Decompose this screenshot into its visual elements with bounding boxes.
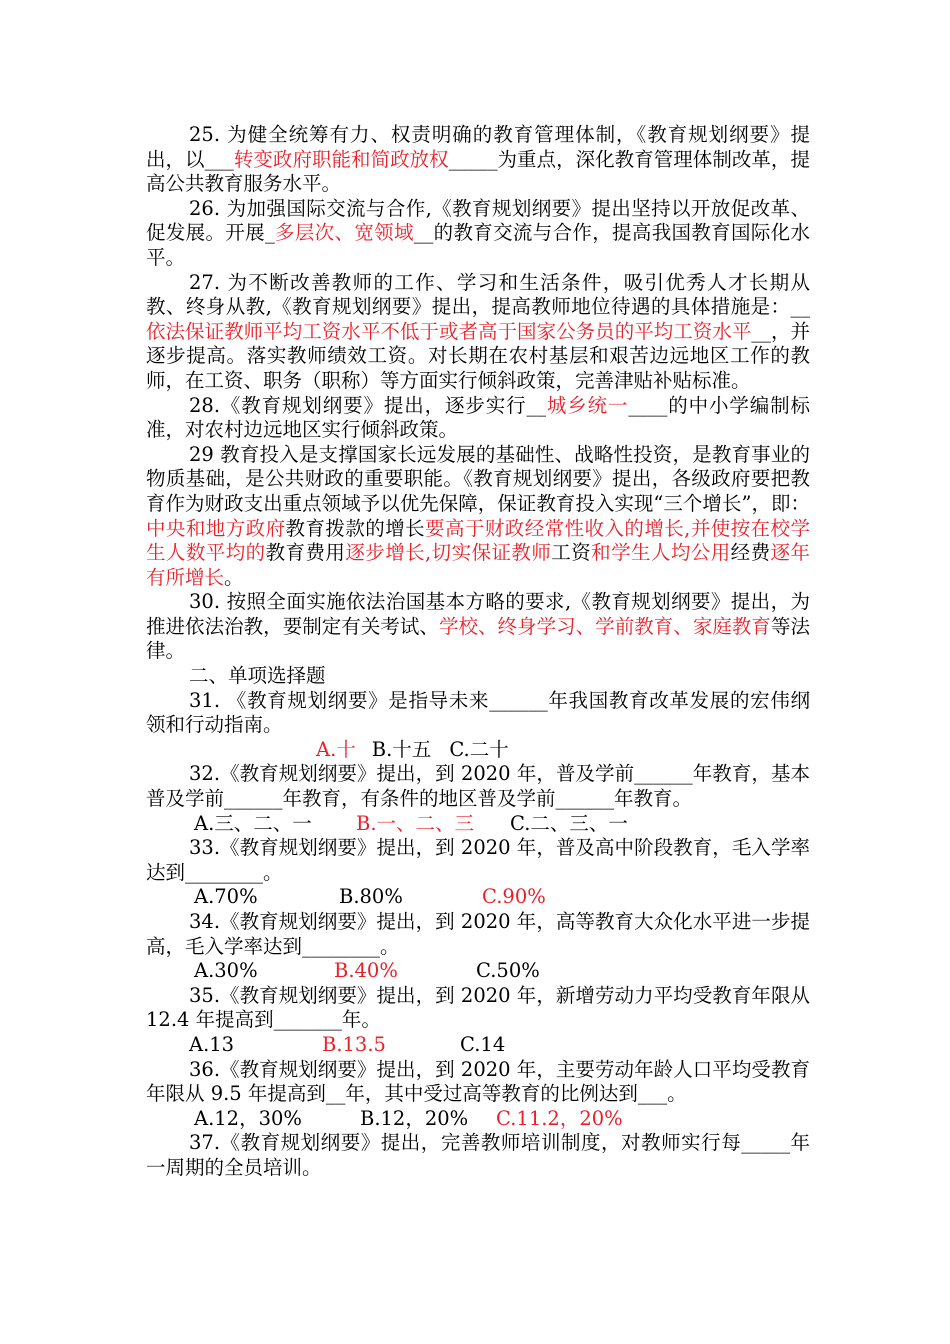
q30-text: 30. 按照全面实施依法治国基本方略的要求,《教育规划纲要》提出，为推进依法治教，要制定有关考试、 [146,590,810,638]
section-heading: 二、单项选择题 [189,664,326,688]
q28-text-end: 的中小学编制标准，对农村边远地区实行倾斜政策。 [146,393,810,442]
q34-options [146,959,810,984]
q29-answer-1: 中央和地方政府 [146,516,286,540]
q25-text-end: 为重点，深化教育管理体制改革，提高公共教育服务水平。 [146,147,810,196]
q26-text: 26. 为加强国际交流与合作,《教育规划纲要》提出坚持以开放促改革、促发展。开展 [146,196,810,245]
q36-option-c: C.11.2，20% [496,1106,623,1130]
q26-blank-2: __ [413,221,434,245]
question-35: 35.《教育规划纲要》提出，到 2020 年，新增劳动力平均受教育年限从 12.4 年提高到_______年。 [146,983,810,1032]
q28-blank-1: __ [526,393,546,417]
q29-answer-5: 逐年有所增长 [146,541,810,589]
q34-option-b: B.40% [334,959,398,983]
q29-text-4: 工资 [551,541,592,565]
q26-blank-1: _ [264,221,275,245]
question-28 [146,394,810,443]
q31-options [146,738,810,763]
q27-answer: 依法保证教师平均工资水平不低于或者高于国家公务员的平均工资水平 [146,319,752,343]
q28-text: 28.《教育规划纲要》提出，逐步实行 [189,393,527,417]
q32-option-a: A.三、二、一 [194,811,312,835]
q29-text-3: 教育费用 [265,541,346,565]
q29-answer-2: 要高于财政经常性收入的增长,并使按在校学生人数平均的 [146,516,810,565]
question-36: 36.《教育规划纲要》提出，到 2020 年，主要劳动年龄人口平均受教育年限从 9.5 年提高到__年，其中受过高等教育的比例达到___。 [146,1057,810,1106]
q29-text-2: 教育拨款的增长 [285,516,426,540]
q36-options [146,1107,810,1132]
question-27 [146,271,810,394]
q25-answer: 转变政府职能和简政放权 [233,147,449,171]
q31-option-c: C.二十 [449,737,509,761]
q34-option-a: A.30% [194,959,258,983]
q29-text-5: 经费 [730,541,771,565]
question-33: 33.《教育规划纲要》提出，到 2020 年，普及高中阶段教育，毛入学率达到________。 [146,836,810,884]
question-26 [146,197,810,271]
q27-blank-2: __ [751,319,771,343]
q27-text: 27. 为不断改善教师的工作、学习和生活条件，吸引优秀人才长期从教、终身从教,《教育规划纲要》提出，提高教师地位待遇的具体措施是： [146,270,810,319]
q29-text-6: 。 [224,565,244,589]
question-29 [146,443,810,591]
q29-text-1: 29 教育投入是支撑国家长远发展的基础性、战略性投资，是教育事业的物质基础，是公共财政的重要职能。《教育规划纲要》提出，各级政府要把教育作为财政支出重点领域予以优先保障，保证教育投入实现“三个增长”，即： [146,442,810,515]
q35-option-b: B.13.5 [322,1032,386,1056]
question-32: 32.《教育规划纲要》提出，到 2020 年，普及学前______年教育，基本普及学前______年教育，有条件的地区普及学前______年教育。 [146,762,810,811]
q32-option-b: B.一、二、三 [356,811,475,835]
q36-option-a: A.12，30% [194,1106,302,1130]
q31-option-b: B.十五 [371,737,432,761]
q36-option-b: B.12，20% [360,1106,469,1130]
q25-blank-2: _____ [448,147,498,171]
q32-option-c: C.二、三、一 [510,811,628,835]
q27-text-end: ，并逐步提高。落实教师绩效工资。对长期在农村基层和艰苦边远地区工作的教师，在工资、职务（职称）等方面实行倾斜政策，完善津贴补贴标准。 [146,319,810,392]
question-37: 37.《教育规划纲要》提出，完善教师培训制度，对教师实行每_____年一周期的全员培训。 [146,1131,810,1179]
q34-option-c: C.50% [476,959,540,983]
q27-blank-1: __ [790,295,810,319]
q32-options [146,812,810,837]
q35-option-a: A.13 [189,1032,235,1056]
q26-text-end: 的教育交流与合作，提高我国教育国际化水平。 [146,221,810,269]
q31-option-a: A.十 [316,737,356,761]
q30-text-end: 等法律。 [146,614,810,663]
q33-option-b: B.80% [339,885,403,909]
q28-answer: 城乡统一 [546,393,629,417]
q28-blank-2: ____ [628,393,668,417]
q35-options [146,1033,810,1058]
q26-answer: 多层次、宽领域 [274,221,414,245]
question-31: 31. 《教育规划纲要》是指导未来______年我国教育改革发展的宏伟纲领和行动指南。 [146,688,810,737]
q29-answer-4: 和学生人均公用 [591,541,731,565]
q25-text: 25. 为健全统筹有力、权责明确的教育管理体制，《教育规划纲要》提出，以 [146,123,810,171]
question-34: 34.《教育规划纲要》提出，到 2020 年，高等教育大众化水平进一步提高，毛入学率达到________。 [146,910,810,958]
q33-options [146,885,810,910]
q33-option-c: C.90% [482,885,546,909]
question-25 [146,123,810,197]
question-30 [146,590,810,664]
q35-option-c: C.14 [460,1032,506,1056]
q25-blank-1: ___ [204,147,234,171]
q29-answer-3: 逐步增长,切实保证教师 [345,541,552,565]
q33-option-a: A.70% [194,885,258,909]
q30-answer: 学校、终身学习、学前教育、家庭教育 [438,614,771,638]
document-body [146,123,810,1181]
